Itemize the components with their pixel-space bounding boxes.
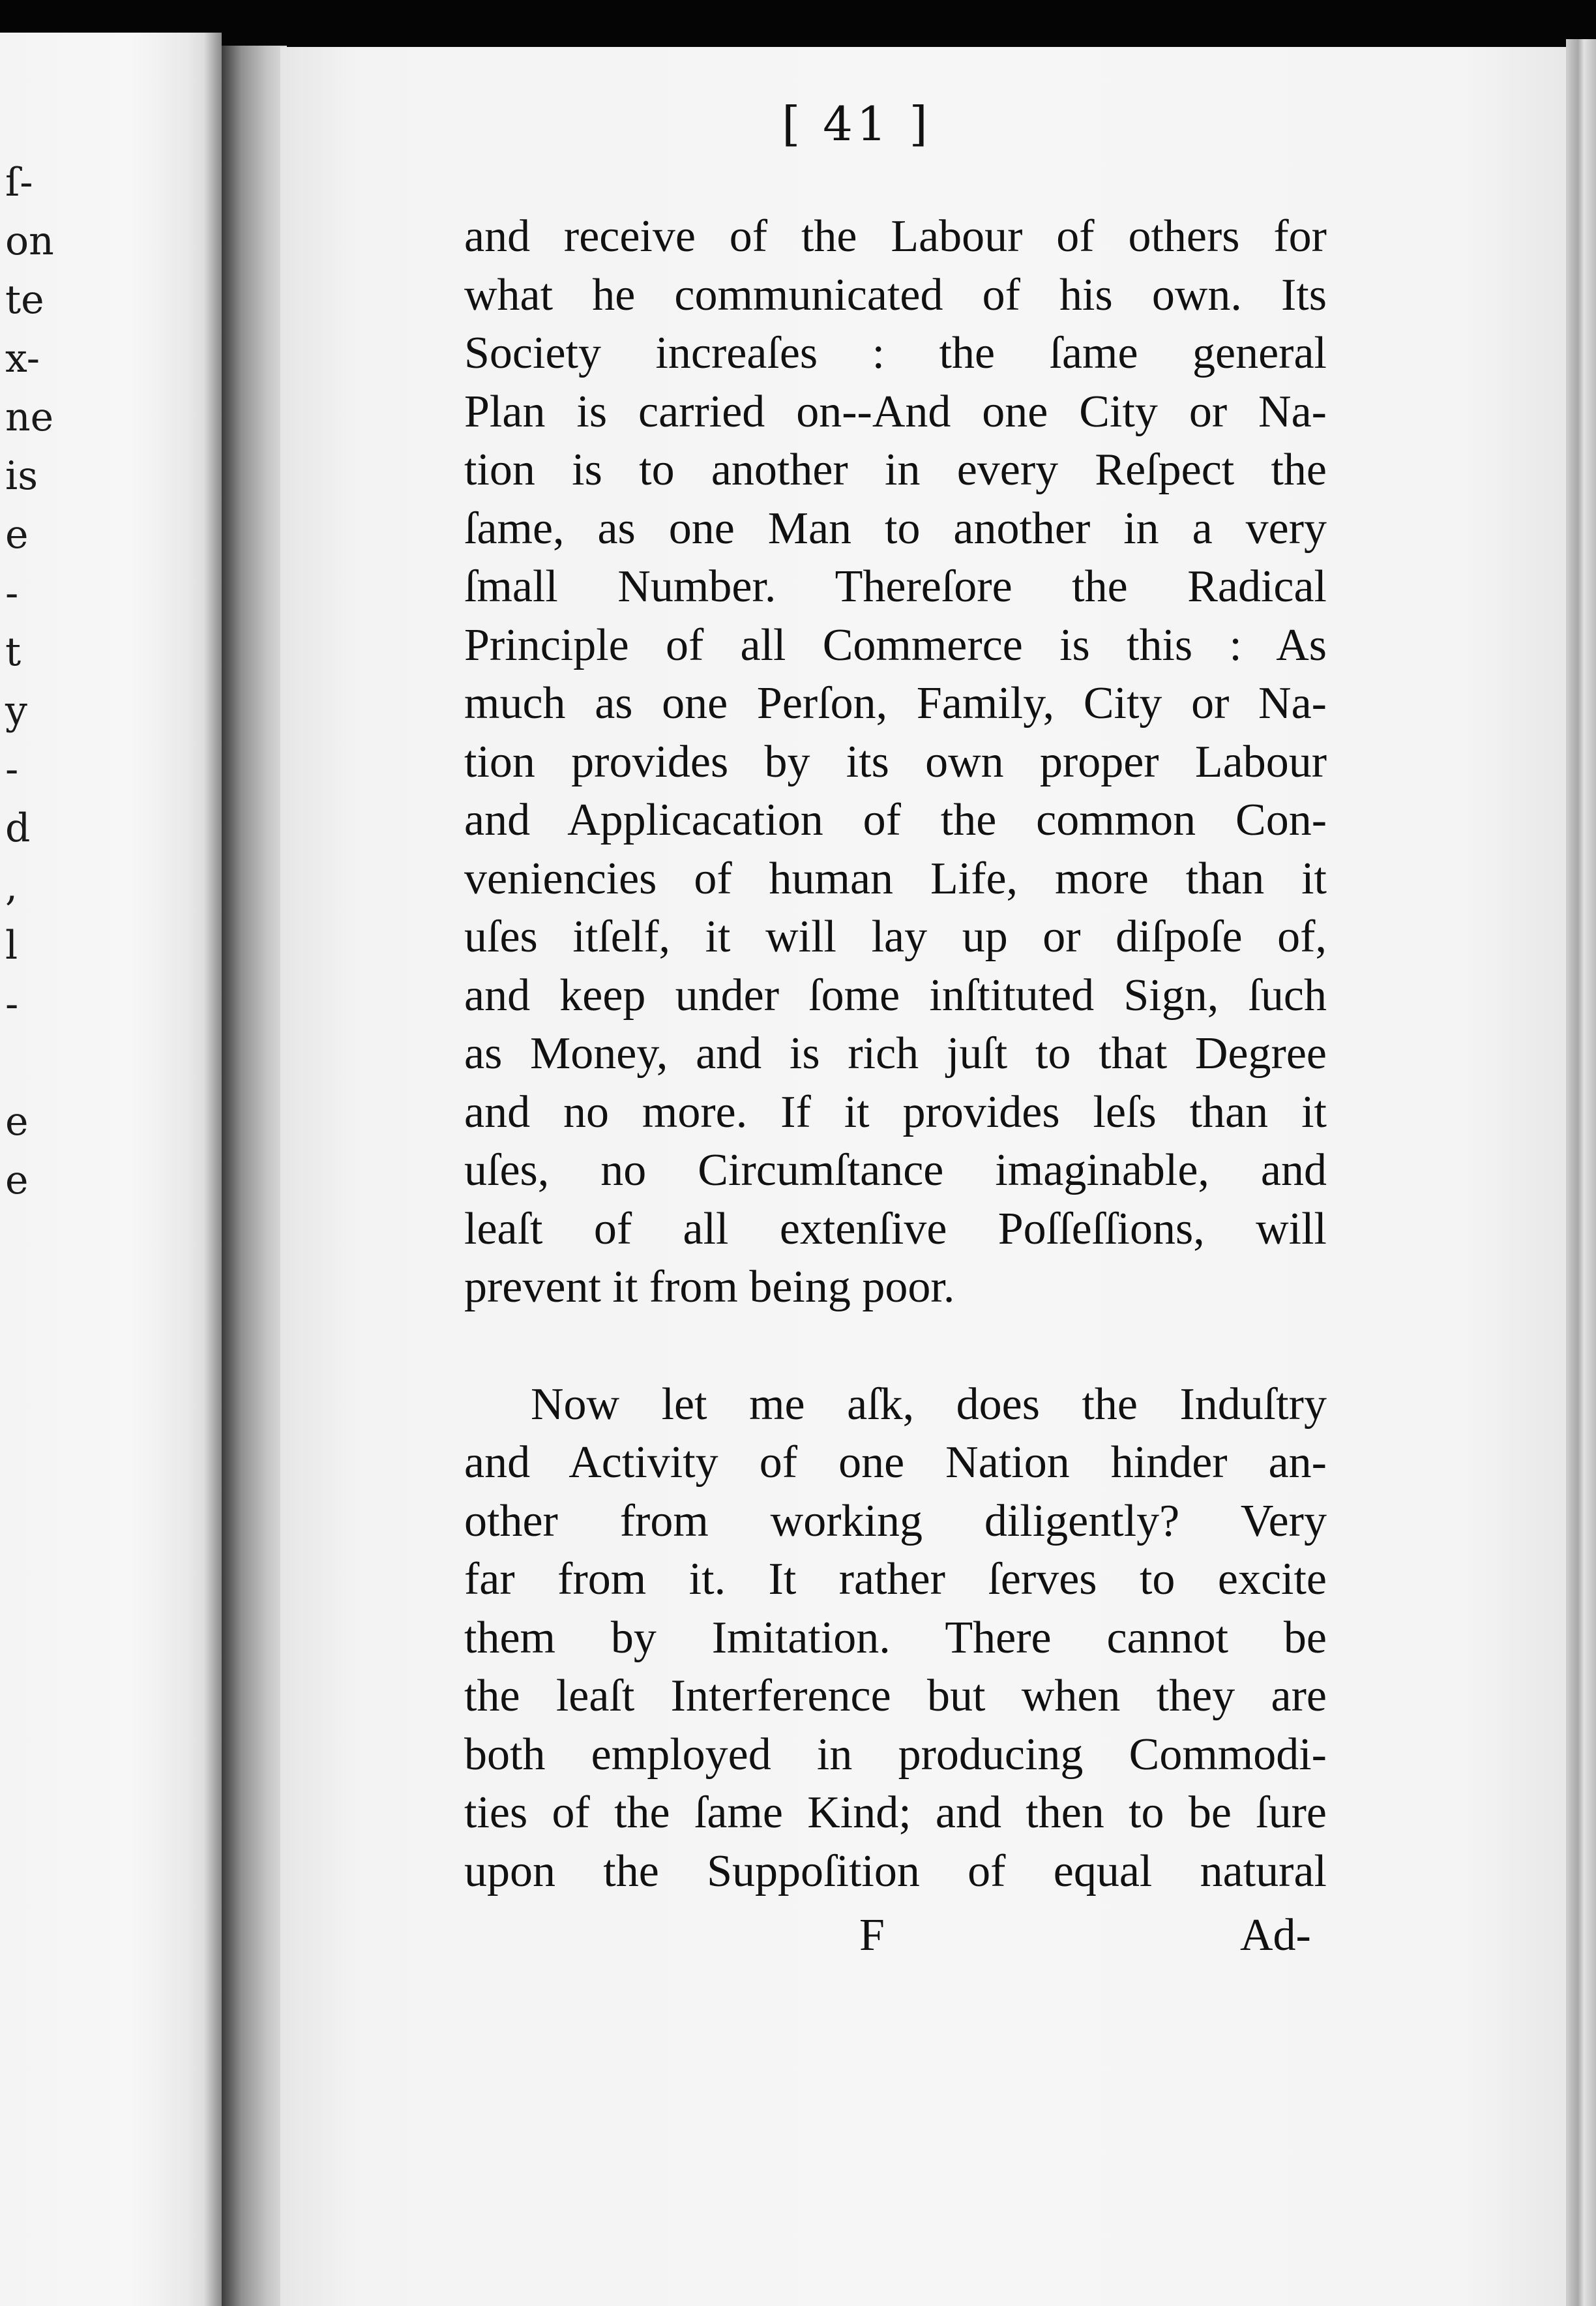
body-text bbox=[464, 207, 1327, 1900]
text-line: what he communicated of his own. Its bbox=[464, 269, 1327, 320]
text-line: leaſt of all extenſive Poſſeſſions, will bbox=[464, 1203, 1327, 1254]
previous-page-fragment: is bbox=[5, 453, 38, 499]
text-line: Society increaſes : the ſame general bbox=[464, 328, 1327, 378]
text-line: and keep under ſome inſtituted Sign, ſuch bbox=[464, 970, 1327, 1021]
text-line: ſame, as one Man to another in a very bbox=[464, 503, 1327, 554]
page-stack-edge bbox=[1566, 39, 1596, 2306]
binding-gutter bbox=[222, 46, 287, 2306]
previous-page-fragment: , bbox=[5, 864, 18, 910]
text-line: and no more. If it provides leſs than it bbox=[464, 1086, 1327, 1137]
text-line: far from it. It rather ſerves to excite bbox=[464, 1554, 1327, 1604]
previous-page-binding-edge bbox=[205, 33, 222, 2306]
text-line: veniencies of human Life, more than it bbox=[464, 853, 1327, 904]
text-line: other from working diligently? Very bbox=[464, 1495, 1327, 1546]
text-line: tion is to another in every Reſpect the bbox=[464, 445, 1327, 495]
previous-page-fragment: - bbox=[5, 981, 19, 1027]
text-line: ties of the ſame Kind; and then to be ſure bbox=[464, 1788, 1327, 1838]
text-line: Now let me aſk, does the Induſtry bbox=[531, 1379, 1327, 1430]
text-line: and receive of the Labour of others for bbox=[464, 211, 1327, 262]
text-line: ſmall Number. Thereſore the Radical bbox=[464, 562, 1327, 612]
previous-page-fragment: - bbox=[5, 571, 19, 616]
text-line: both employed in producing Commodi- bbox=[464, 1729, 1327, 1780]
text-line: much as one Perſon, Family, City or Na- bbox=[464, 678, 1327, 728]
text-line: Principle of all Commerce is this : As bbox=[464, 620, 1327, 670]
text-line: the leaſt Interference but when they are bbox=[464, 1671, 1327, 1721]
previous-page-fragment: ſ- bbox=[5, 160, 33, 205]
previous-page-fragment: t bbox=[5, 629, 22, 675]
text-line: uſes, no Circumſtance imaginable, and bbox=[464, 1145, 1327, 1195]
text-line: and Activity of one Nation hinder an- bbox=[464, 1437, 1327, 1488]
text-line: prevent it from being poor. bbox=[464, 1262, 955, 1312]
text-line: as Money, and is rich juſt to that Degree bbox=[464, 1028, 1327, 1079]
previous-page-fragment: e bbox=[5, 512, 29, 558]
page-number: [ 41 ] bbox=[782, 97, 932, 151]
text-line: and Applicacation of the common Con- bbox=[464, 795, 1327, 845]
previous-page-fragment: y bbox=[5, 688, 27, 734]
previous-page-fragment: x- bbox=[5, 336, 40, 382]
previous-page-fragment: - bbox=[5, 747, 19, 792]
previous-page-fragment: ne bbox=[5, 395, 54, 440]
text-line: tion provides by its own proper Labour bbox=[464, 736, 1327, 787]
previous-page-fragment: te bbox=[5, 277, 44, 323]
previous-page-fragment: e bbox=[5, 1099, 29, 1145]
text-line: Plan is carried on--And one City or Na- bbox=[464, 386, 1327, 437]
paragraph-gap bbox=[464, 1317, 1327, 1375]
previous-page-fragment: l bbox=[5, 923, 18, 968]
text-line: upon the Suppoſition of equal natural bbox=[464, 1846, 1327, 1896]
previous-page-fragment: e bbox=[5, 1158, 29, 1203]
text-line: them by Imitation. There cannot be bbox=[464, 1612, 1327, 1663]
previous-page-edge bbox=[0, 33, 222, 2306]
text-line: uſes itſelf, it will lay up or diſpoſe of, bbox=[464, 912, 1327, 962]
previous-page-fragment: d bbox=[5, 805, 31, 851]
signature-mark: F bbox=[859, 1910, 885, 1960]
previous-page-fragment: on bbox=[5, 218, 54, 264]
catchword: Ad- bbox=[1240, 1910, 1311, 1960]
